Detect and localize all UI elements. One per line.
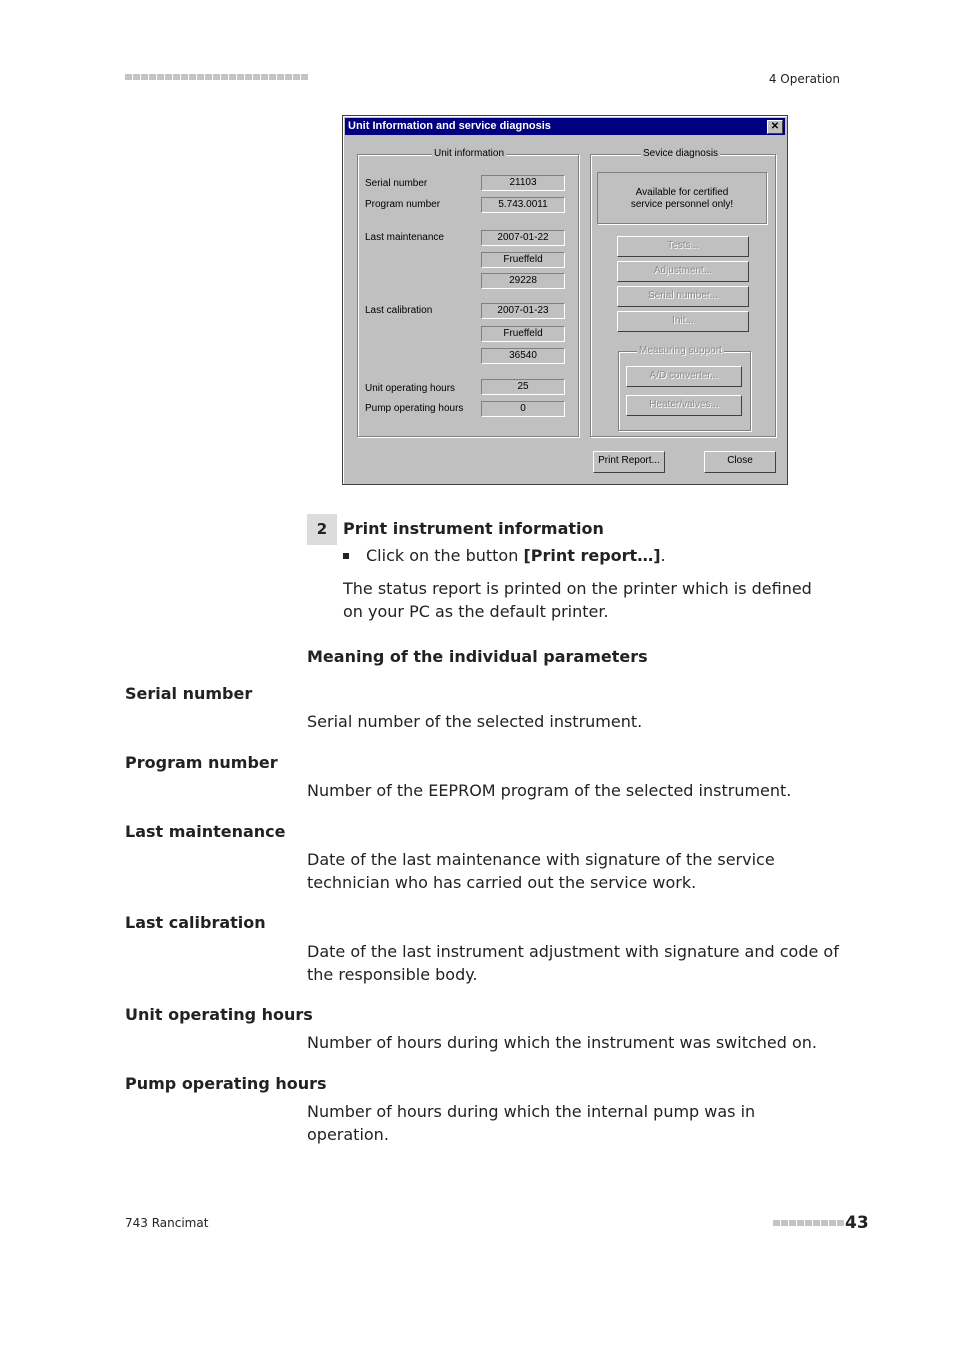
last-calibration-label: Last calibration [365, 305, 433, 316]
product-name: 743 Rancimat [125, 1216, 209, 1230]
maintenance-by-field: Frueffeld [481, 252, 565, 268]
header-decoration [125, 74, 308, 80]
term-last-maintenance: Last maintenance [125, 822, 286, 841]
unit-hours-label: Unit operating hours [365, 383, 456, 394]
ad-converter-button[interactable]: A/D converter... [626, 366, 742, 387]
footer-decoration [773, 1220, 844, 1226]
adjustment-button[interactable]: Adjustment... [617, 261, 749, 282]
serial-number-button[interactable]: Serial number... [617, 286, 749, 307]
service-info-box [597, 172, 767, 224]
maintenance-code-field: 29228 [481, 273, 565, 289]
term-program-number: Program number [125, 753, 278, 772]
page-number: 43 [845, 1213, 869, 1233]
close-icon[interactable]: ✕ [767, 120, 783, 134]
last-maintenance-label: Last maintenance [365, 232, 444, 243]
desc-program-number: Number of the EEPROM program of the selected instrument. [307, 781, 792, 800]
desc-pump-operating-hours: Number of hours during which the internal pump was in operation. [307, 1102, 756, 1144]
maintenance-date-field: 2007-01-22 [481, 230, 565, 246]
pump-hours-label: Pump operating hours [365, 403, 464, 414]
dialog-title: Unit Information and service diagnosis [348, 120, 551, 132]
tests-button[interactable]: Tests... [617, 236, 749, 257]
desc-serial-number: Serial number of the selected instrument. [307, 712, 643, 731]
service-info-line1: Available for certified [635, 187, 729, 198]
step-number: 2 [307, 514, 337, 545]
term-serial-number: Serial number [125, 684, 253, 703]
bullet-prefix: Click on the button [366, 546, 524, 565]
term-pump-operating-hours: Pump operating hours [125, 1074, 327, 1093]
service-diagnosis-title: Sevice diagnosis [643, 148, 719, 159]
bullet-icon [343, 553, 349, 559]
program-number-field: 5.743.0011 [481, 197, 565, 213]
measuring-support-group [618, 345, 751, 431]
print-report-button[interactable]: Print Report... [593, 451, 665, 473]
close-button[interactable]: Close [704, 451, 776, 473]
calibration-date-field: 2007-01-23 [481, 303, 565, 319]
unit-hours-field: 25 [481, 379, 565, 395]
program-number-label: Program number [365, 199, 441, 210]
term-unit-operating-hours: Unit operating hours [125, 1005, 313, 1024]
step-title: Print instrument information [343, 519, 604, 538]
bullet-suffix: . [660, 546, 666, 565]
heater-valves-button[interactable]: Heater/valves... [626, 395, 742, 416]
bullet-button-ref: [Print report…] [523, 546, 661, 565]
serial-number-label: Serial number [365, 178, 428, 189]
calibration-code-field: 36540 [481, 348, 565, 364]
service-info-line2: service personnel only! [630, 199, 734, 210]
serial-number-field: 21103 [481, 175, 565, 191]
section-title: Meaning of the individual parameters [307, 647, 648, 666]
step-paragraph: The status report is printed on the printer which is defined on your PC as the default printer. [343, 579, 812, 621]
unit-information-title: Unit information [434, 148, 505, 159]
desc-last-maintenance: Date of the last maintenance with signature of the service technician who has carried out the service work. [307, 850, 775, 892]
desc-last-calibration: Date of the last instrument adjustment with signature and code of the responsible body. [307, 942, 839, 984]
measuring-support-title: Measuring support [639, 345, 722, 356]
init-button[interactable]: Init... [617, 311, 749, 332]
step-bullet [366, 546, 666, 565]
pump-hours-field: 0 [481, 401, 565, 417]
desc-unit-operating-hours: Number of hours during which the instrument was switched on. [307, 1033, 818, 1052]
term-last-calibration: Last calibration [125, 913, 266, 932]
chapter-title: 4 Operation [768, 72, 840, 86]
calibration-by-field: Frueffeld [481, 326, 565, 342]
dialog-titlebar [345, 118, 785, 135]
unit-info-dialog [342, 115, 788, 485]
